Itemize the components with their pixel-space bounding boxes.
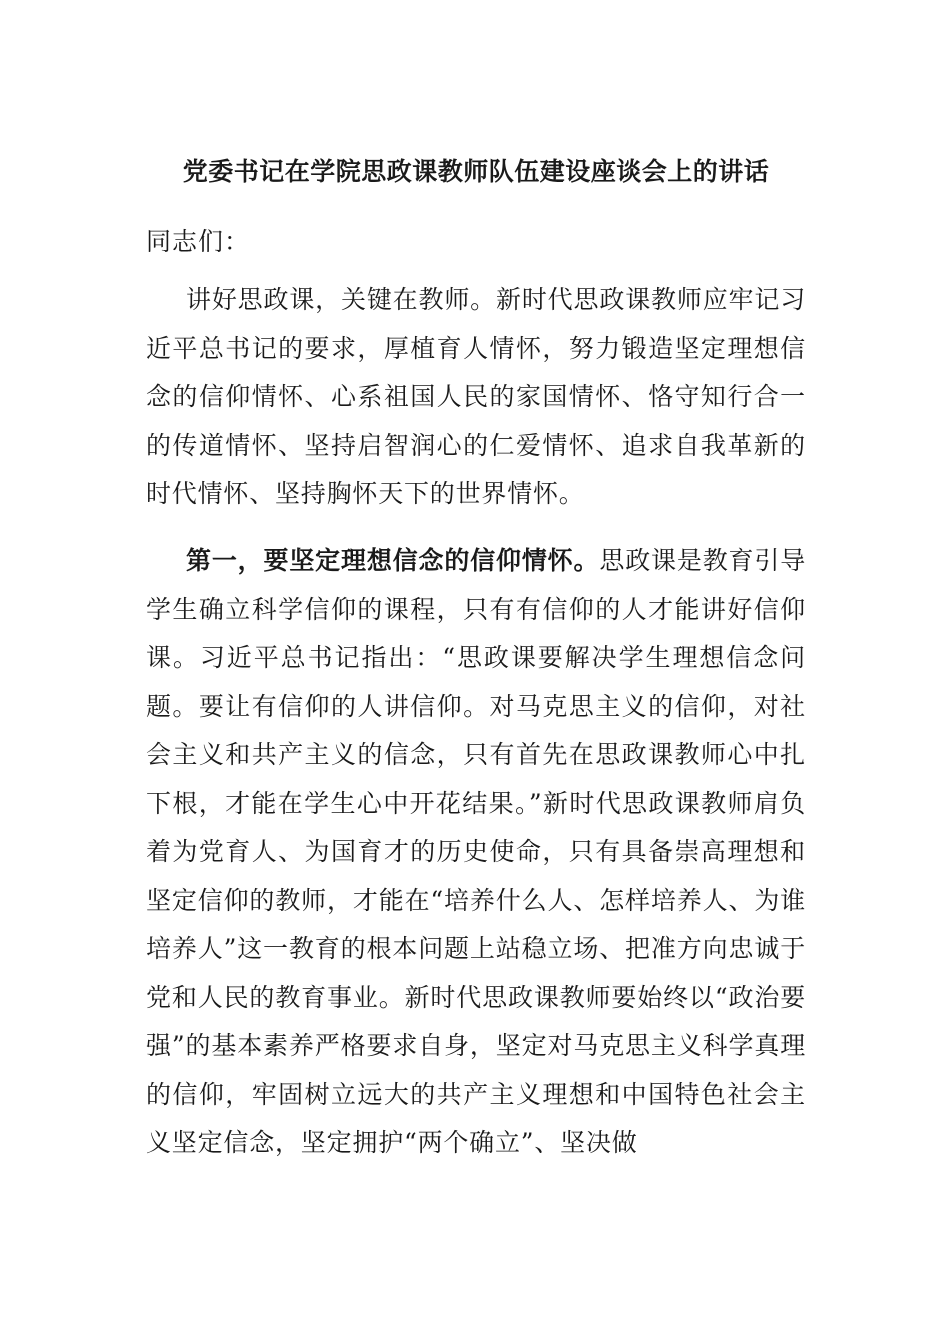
salutation: 同志们： [146, 227, 251, 256]
paragraph-first-point [146, 537, 806, 1168]
paragraph-first-point-text: 思政课是教育引导学生确立科学信仰的课程，只有有信仰的人才能讲好信仰课。习近平总书记指出：“思政课要解决学生理想信念问题。要让有信仰的人讲信仰。对马克思主义的信仰，对社会主义和共产主义的信念，只有首先在思政课教师心中扎下根，才能在学生心中开花结果。”新时代思政课教师肩负着为党育人、为国育才的历史使命，只有具备崇高理想和坚定信仰的教师，才能在“培养什么人、怎样培养人、为谁培养人”这一教育的根本问题上站稳立场、把准方向忠诚于党和人民的教育事业。新时代思政课教师要始终以“政治要强”的基本素养严格要求自身，坚定对马克思主义科学真理的信仰，牢固树立远大的共产主义理想和中国特色社会主义坚定信念，坚定拥护“两个确立”、坚决做 [146, 546, 806, 1157]
paragraph-intro-text: 讲好思政课，关键在教师。新时代思政课教师应牢记习近平总书记的要求，厚植育人情怀，努力锻造坚定理想信念的信仰情怀、心系祖国人民的家国情怀、恪守知行合一的传道情怀、坚持启智润心的仁爱情怀、追求自我革新的时代情怀、坚持胸怀天下的世界情怀。 [146, 285, 806, 508]
paragraph-intro [146, 276, 806, 519]
paragraph-first-point-heading: 第一，要坚定理想信念的信仰情怀。 [186, 546, 600, 575]
document-title: 党委书记在学院思政课教师队伍建设座谈会上的讲话 [182, 157, 770, 186]
